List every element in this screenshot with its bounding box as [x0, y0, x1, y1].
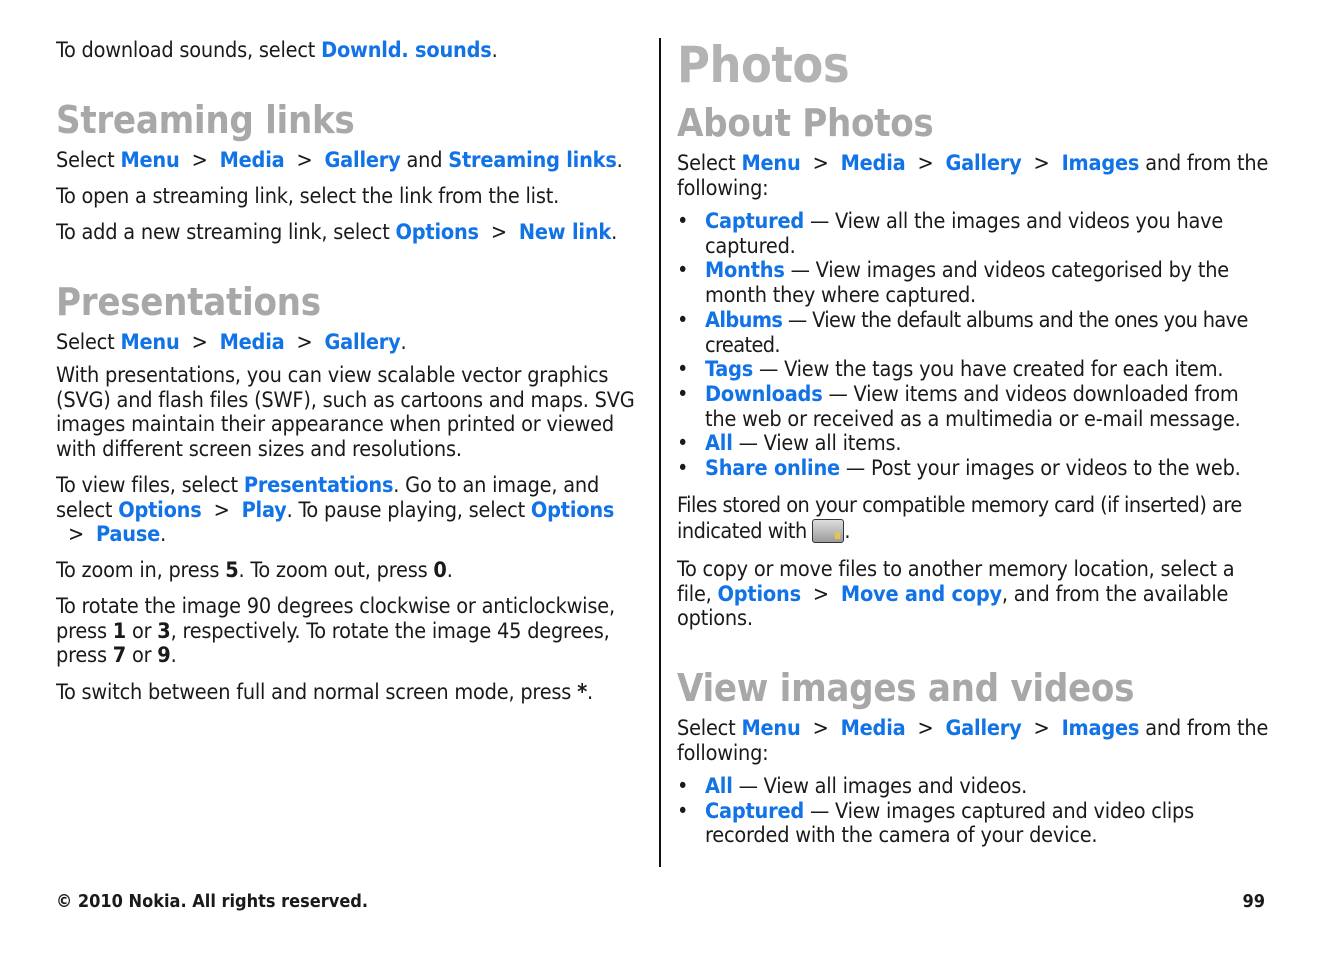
move-and-copy-link[interactable]: Move and copy: [840, 581, 1002, 607]
view-path: Select Menu > Media > Gallery > Images and from the following:: [677, 716, 1269, 766]
streaming-path: Select Menu > Media > Gallery and Streaming links.: [56, 148, 623, 173]
options-link[interactable]: Options: [395, 220, 479, 245]
all-link[interactable]: All: [705, 774, 733, 799]
list-item: • Months — View images and videos categorised by the month they where captured.: [677, 258, 1229, 309]
page-number: 99: [1242, 891, 1265, 912]
images-link[interactable]: Images: [1061, 716, 1140, 741]
menu-link[interactable]: Menu: [741, 716, 801, 741]
menu-link[interactable]: Menu: [741, 151, 801, 176]
options-link[interactable]: Options: [118, 497, 202, 523]
key-7: 7: [112, 643, 127, 669]
streaming-links-link[interactable]: Streaming links: [448, 148, 617, 173]
options-link[interactable]: Options: [530, 497, 615, 523]
copyright-footer: © 2010 Nokia. All rights reserved.: [56, 891, 369, 912]
gallery-link[interactable]: Gallery: [945, 716, 1022, 741]
list-item: • All — View all items.: [677, 431, 902, 457]
menu-link[interactable]: Menu: [120, 148, 180, 173]
open-streaming-text: To open a streaming link, select the link from the list.: [56, 184, 560, 209]
view-options-list: [677, 775, 1272, 849]
zoom-paragraph: To zoom in, press 5. To zoom out, press 0.: [56, 558, 453, 583]
options-link[interactable]: Options: [717, 581, 801, 607]
add-streaming-paragraph: To add a new streaming link, select Options > New link.: [56, 220, 618, 245]
months-link[interactable]: Months: [705, 258, 785, 284]
media-link[interactable]: Media: [219, 148, 285, 173]
key-0: 0: [433, 558, 447, 583]
memory-card-icon: [812, 519, 844, 543]
view-files-paragraph: To view files, select Presentations. Go to an image, and select Options > Play. To pause playing, select Options> Pause.: [56, 473, 615, 548]
photos-title: Photos: [677, 36, 850, 94]
media-link[interactable]: Media: [840, 716, 906, 741]
key-3: 3: [157, 618, 171, 644]
albums-link[interactable]: Albums: [705, 307, 783, 333]
view-images-heading: View images and videos: [677, 666, 1135, 710]
list-item: • Captured — View images captured and video clips recorded with the camera of your device.: [677, 798, 1195, 849]
memory-card-paragraph: Files stored on your compatible memory card (if inserted) are indicated with .: [677, 493, 1242, 544]
presentations-description: With presentations, you can view scalable vector graphics (SVG) and flash files (SWF), such as cartoons and maps. SVG images maintain their appearance when printed or viewed with different screen sizes and resolutions.: [56, 363, 635, 463]
copy-move-paragraph: To copy or move files to another memory location, select a file, Options > Move and copy, and from the available options.: [677, 557, 1235, 632]
about-options-list: [677, 210, 1272, 482]
play-link[interactable]: Play: [241, 497, 287, 523]
column-divider: [659, 38, 661, 867]
presentations-heading: Presentations: [56, 280, 321, 324]
share-online-link[interactable]: Share online: [705, 456, 840, 482]
list-item: • Captured — View all the images and videos you have captured.: [677, 209, 1224, 259]
tags-link[interactable]: Tags: [705, 357, 754, 383]
list-item: • All — View all images and videos.: [677, 774, 1028, 799]
key-1: 1: [112, 618, 127, 644]
list-item: • Share online — Post your images or videos to the web.: [677, 456, 1241, 482]
switch-screen-paragraph: To switch between full and normal screen mode, press *.: [56, 680, 593, 705]
images-link[interactable]: Images: [1061, 151, 1140, 176]
gallery-link[interactable]: Gallery: [945, 151, 1022, 176]
captured-link[interactable]: Captured: [705, 798, 805, 824]
streaming-links-heading: Streaming links: [56, 98, 355, 142]
key-5: 5: [225, 558, 239, 583]
presentations-link[interactable]: Presentations: [243, 473, 394, 498]
list-item: • Albums — View the default albums and the ones you have created.: [677, 307, 1248, 358]
pause-link[interactable]: Pause: [96, 522, 161, 548]
gallery-link[interactable]: Gallery: [324, 330, 401, 355]
downld-sounds-link[interactable]: Downld. sounds: [321, 38, 492, 63]
all-link[interactable]: All: [705, 431, 733, 457]
list-item: • Downloads — View items and videos downloaded from the web or received as a multimedia or e-mail message.: [677, 381, 1241, 432]
new-link-link[interactable]: New link: [518, 220, 612, 245]
media-link[interactable]: Media: [219, 330, 285, 355]
presentations-path: Select Menu > Media > Gallery.: [56, 330, 407, 355]
media-link[interactable]: Media: [840, 151, 906, 176]
captured-link[interactable]: Captured: [705, 209, 805, 234]
key-9: 9: [157, 643, 171, 669]
rotate-paragraph: To rotate the image 90 degrees clockwise or anticlockwise, press 1 or 3, respectively. To rotate the image 45 degrees, press 7 or 9.: [56, 594, 615, 669]
about-path: Select Menu > Media > Gallery > Images and from the following:: [677, 151, 1269, 201]
about-photos-heading: About Photos: [677, 101, 934, 145]
download-sounds-paragraph: To download sounds, select Downld. sounds.: [56, 38, 498, 63]
menu-link[interactable]: Menu: [120, 330, 180, 355]
downloads-link[interactable]: Downloads: [705, 381, 823, 407]
gallery-link[interactable]: Gallery: [324, 148, 401, 173]
key-star: *: [577, 680, 588, 705]
list-item: • Tags — View the tags you have created for each item.: [677, 357, 1224, 383]
